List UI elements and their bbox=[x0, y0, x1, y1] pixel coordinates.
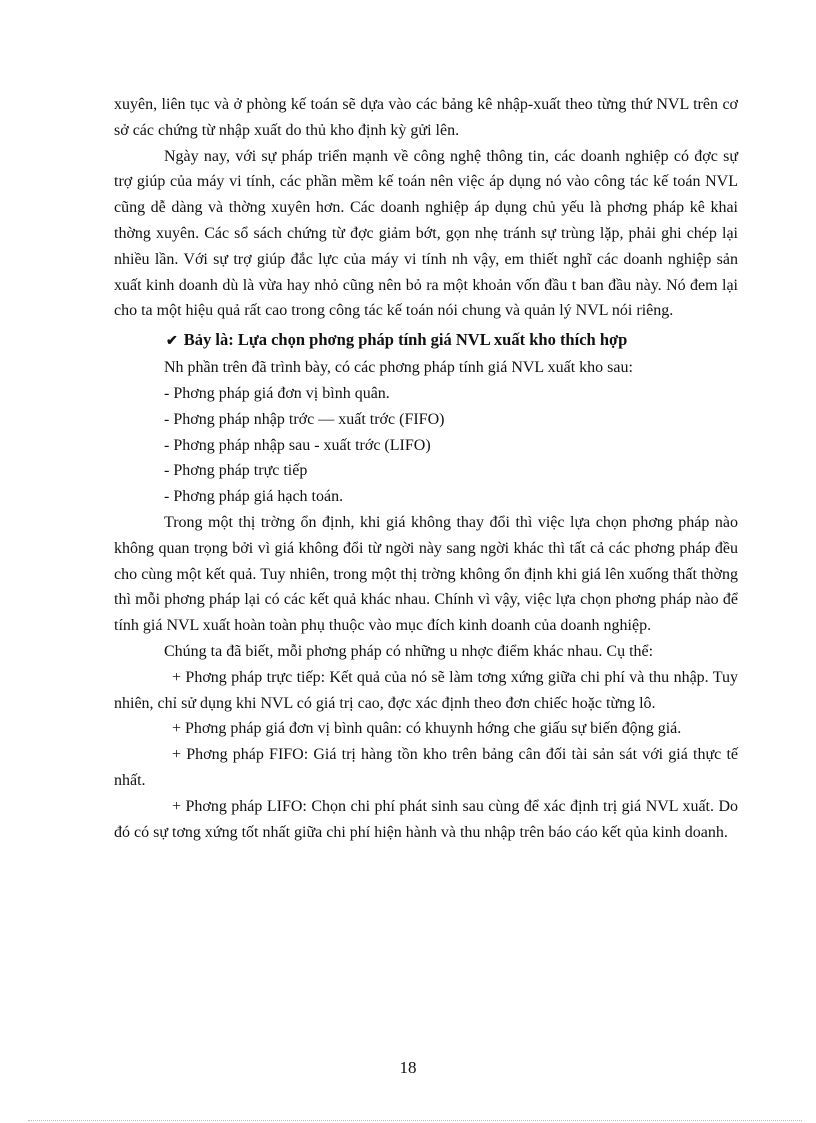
paragraph: Trong một thị trờng ổn định, khi giá không thay đổi thì việc lựa chọn phơng pháp nào không quan trọng bởi vì giá không đổi từ ngời này sang ngời khác thì tất cả các phơng pháp đều cho cùng một kết quả. Tuy nhiên, trong một thị trờng không ổn định khi giá lên xuống thất thờng thì mỗi phơng pháp lại có các kết quả khác nhau. Chính vì vậy, việc lựa chọn phơng pháp nào để tính giá NVL xuất hoàn toàn phụ thuộc vào mục đích kinh doanh của doanh nghiệp. bbox=[114, 513, 738, 635]
paragraph: Nh phần trên đã trình bày, có các phơng pháp tính giá NVL xuất kho sau: bbox=[164, 359, 633, 377]
document-page bbox=[114, 92, 738, 845]
list-item: - Phơng pháp trực tiếp bbox=[164, 462, 308, 480]
page-number: 18 bbox=[399, 1058, 417, 1077]
list-item: - Phơng pháp giá đơn vị bình quân. bbox=[164, 384, 390, 402]
footer-divider bbox=[28, 1120, 802, 1121]
paragraph: Ngày nay, với sự pháp triển mạnh về công nghệ thông tin, các doanh nghiệp có đợc sự trợ giúp của máy vi tính, các phần mềm kế toán nên việc áp dụng nó vào công tác kế toán NVL cũng dễ dàng và thờng xuyên hơn. Các doanh nghiệp áp dụng chủ yếu là phơng pháp kê khai thờng xuyên. Các sổ sách chứng từ đợc giảm bớt, gọn nhẹ tránh sự trùng lặp, phải ghi chép lại nhiều lần. Với sự trợ giúp đắc lực của máy vi tính nh vậy, em thiết nghĩ các doanh nghiệp sản xuất kinh doanh dù là vừa hay nhỏ cũng nên bỏ ra một khoản vốn đầu t ban đầu này. Nó đem lại cho ta một hiệu quả rất cao trong công tác kế toán nói chung và quản lý NVL nói riêng. bbox=[114, 147, 738, 320]
paragraph: + Phơng pháp giá đơn vị bình quân: có khuynh hớng che giấu sự biến động giá. bbox=[172, 720, 682, 738]
paragraph: + Phơng pháp FIFO: Giá trị hàng tồn kho trên bảng cân đối tài sản sát với giá thực tế nhất. bbox=[114, 746, 738, 789]
paragraph: + Phơng pháp trực tiếp: Kết quả của nó sẽ làm tơng xứng giữa chi phí và thu nhập. Tuy nhiên, chỉ sử dụng khi NVL có giá trị cao, đợc xác định theo đơn chiếc hoặc từng lô. bbox=[114, 668, 738, 712]
section-heading-text: Bảy là: Lựa chọn phơng pháp tính giá NVL xuất kho thích hợp bbox=[183, 330, 628, 350]
paragraph: + Phơng pháp LIFO: Chọn chi phí phát sinh sau cùng để xác định trị giá NVL xuất. Do đó có sự tơng xứng tốt nhất giữa chi phí hiện hành và thu nhập trên báo cáo kết qủa kinh doanh. bbox=[114, 797, 738, 841]
list-item: - Phơng pháp nhập sau - xuất trớc (LIFO) bbox=[164, 436, 431, 454]
list-item: - Phơng pháp nhập trớc — xuất trớc (FIFO) bbox=[164, 410, 445, 428]
list-item: - Phơng pháp giá hạch toán. bbox=[164, 488, 344, 506]
paragraph: Chúng ta đã biết, mỗi phơng pháp có những u nhợc điểm khác nhau. Cụ thể: bbox=[164, 642, 654, 660]
methods-list bbox=[114, 381, 738, 510]
check-icon: ✔ bbox=[166, 334, 178, 350]
section-heading bbox=[166, 326, 738, 355]
paragraph: xuyên, liên tục và ở phòng kế toán sẽ dựa vào các bảng kê nhập-xuất theo từng thứ NVL trên cơ sở các chứng từ nhập xuất do thủ kho định kỳ gửi lên. bbox=[114, 96, 738, 139]
